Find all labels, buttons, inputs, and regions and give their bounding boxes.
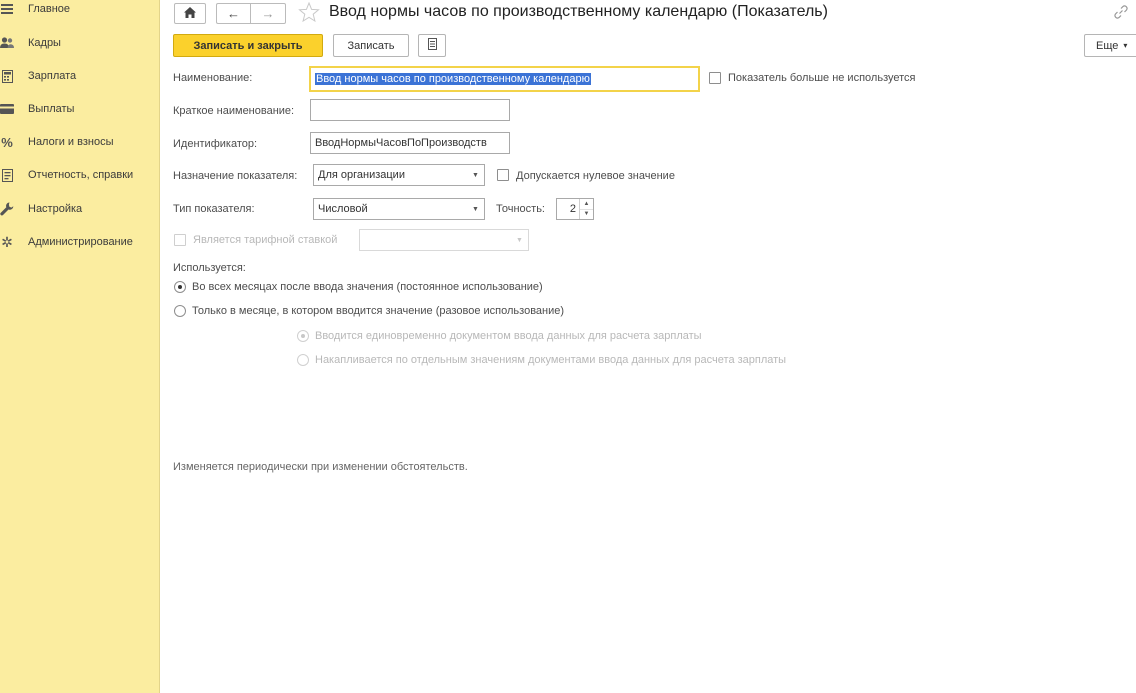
radio-permanent[interactable] xyxy=(174,281,186,293)
sidebar xyxy=(0,0,160,693)
sidebar-item-label: Кадры xyxy=(28,37,61,49)
home-icon xyxy=(184,7,196,21)
save-and-close-button[interactable]: Записать и закрыть xyxy=(173,34,323,57)
short-name-label: Краткое наименование: xyxy=(173,105,295,117)
footer-note: Изменяется периодически при изменении обстоятельств. xyxy=(173,461,468,473)
radio-onetime[interactable] xyxy=(174,305,186,317)
report-icon xyxy=(0,168,14,182)
purpose-label: Назначение показателя: xyxy=(173,170,298,182)
list-icon xyxy=(428,38,437,53)
radio-sub-accum[interactable] xyxy=(297,354,309,366)
precision-value: 2 xyxy=(569,203,576,215)
name-label: Наименование: xyxy=(173,72,253,84)
sidebar-item-label: Администрирование xyxy=(28,236,133,248)
arrow-right-icon: → xyxy=(261,6,275,21)
type-dropdown-button[interactable] xyxy=(467,198,485,220)
page-title: Ввод нормы часов по производственному календарю (Показатель) xyxy=(329,3,828,20)
chevron-down-icon: ▾ xyxy=(1123,41,1128,50)
save-button[interactable]: Записать xyxy=(333,34,409,57)
forward-button[interactable] xyxy=(250,3,286,24)
type-select[interactable]: Числовой xyxy=(313,198,468,220)
more-button[interactable] xyxy=(1084,34,1136,57)
back-button[interactable] xyxy=(216,3,250,24)
tariff-dropdown-button[interactable] xyxy=(511,229,529,251)
zero-allowed-label: Допускается нулевое значение xyxy=(516,170,675,182)
type-label: Тип показателя: xyxy=(173,203,255,215)
radio-sub-accum-label: Накапливается по отдельным значениям документами ввода данных для расчета зарплаты xyxy=(315,354,787,366)
sidebar-item-hr[interactable] xyxy=(0,32,159,54)
gear-icon: ✲ xyxy=(1,233,13,250)
purpose-select[interactable]: Для организации xyxy=(313,164,468,186)
not-used-checkbox[interactable] xyxy=(709,72,721,84)
favorite-star-icon[interactable] xyxy=(298,2,320,22)
zero-allowed-checkbox[interactable] xyxy=(497,169,509,181)
precision-stepper[interactable] xyxy=(556,198,594,220)
sidebar-item-admin[interactable] xyxy=(0,231,159,253)
short-name-field[interactable] xyxy=(310,99,510,121)
stepper-up-icon[interactable]: ▲ xyxy=(580,199,593,210)
chevron-down-icon: ▼ xyxy=(472,205,479,213)
link-icon[interactable] xyxy=(1113,4,1129,20)
list-button[interactable] xyxy=(418,34,446,57)
chevron-down-icon: ▼ xyxy=(516,236,523,244)
sidebar-item-label: Налоги и взносы xyxy=(28,136,114,148)
identifier-label: Идентификатор: xyxy=(173,138,258,150)
sidebar-item-label: Главное xyxy=(28,3,71,15)
sidebar-item-settings[interactable] xyxy=(0,198,159,220)
radio-sub-single-label: Вводится единовременно документом ввода данных для расчета зарплаты xyxy=(315,330,702,342)
purpose-dropdown-button[interactable] xyxy=(467,164,485,186)
name-field-value: Ввод нормы часов по производственному календарю xyxy=(316,73,590,85)
used-label: Используется: xyxy=(173,262,246,274)
sidebar-item-reports[interactable] xyxy=(0,164,159,186)
more-label: Еще xyxy=(1096,39,1119,52)
menu-icon xyxy=(0,2,14,16)
precision-label: Точность: xyxy=(496,203,545,215)
sidebar-item-salary[interactable] xyxy=(0,65,159,87)
radio-sub-single[interactable] xyxy=(297,330,309,342)
identifier-field[interactable]: ВводНормыЧасовПоПроизводств xyxy=(310,132,510,154)
arrow-left-icon: ← xyxy=(227,6,240,21)
sidebar-item-label: Зарплата xyxy=(28,70,77,82)
not-used-label: Показатель больше не используется xyxy=(728,72,916,84)
stepper-down-icon[interactable]: ▼ xyxy=(583,211,590,218)
tariff-select[interactable] xyxy=(359,229,512,251)
name-field[interactable] xyxy=(309,66,700,92)
tariff-checkbox[interactable] xyxy=(174,234,186,246)
chevron-down-icon: ▼ xyxy=(472,171,479,179)
people-icon xyxy=(0,36,14,50)
sidebar-item-label: Настройка xyxy=(28,203,83,215)
sidebar-item-main[interactable] xyxy=(0,0,159,20)
home-button[interactable] xyxy=(174,3,206,24)
sidebar-item-taxes[interactable] xyxy=(0,131,159,153)
sidebar-item-label: Отчетность, справки xyxy=(28,169,134,181)
sidebar-item-payments[interactable] xyxy=(0,98,159,120)
radio-permanent-label: Во всех месяцах после ввода значения (постоянное использование) xyxy=(192,281,543,293)
percent-icon: % xyxy=(1,134,13,150)
sidebar-item-label: Выплаты xyxy=(28,103,75,115)
card-icon xyxy=(0,102,14,116)
radio-onetime-label: Только в месяце, в котором вводится значение (разовое использование) xyxy=(192,305,565,317)
tariff-label: Является тарифной ставкой xyxy=(193,234,338,246)
calculator-icon xyxy=(0,69,14,83)
wrench-icon xyxy=(0,202,14,216)
